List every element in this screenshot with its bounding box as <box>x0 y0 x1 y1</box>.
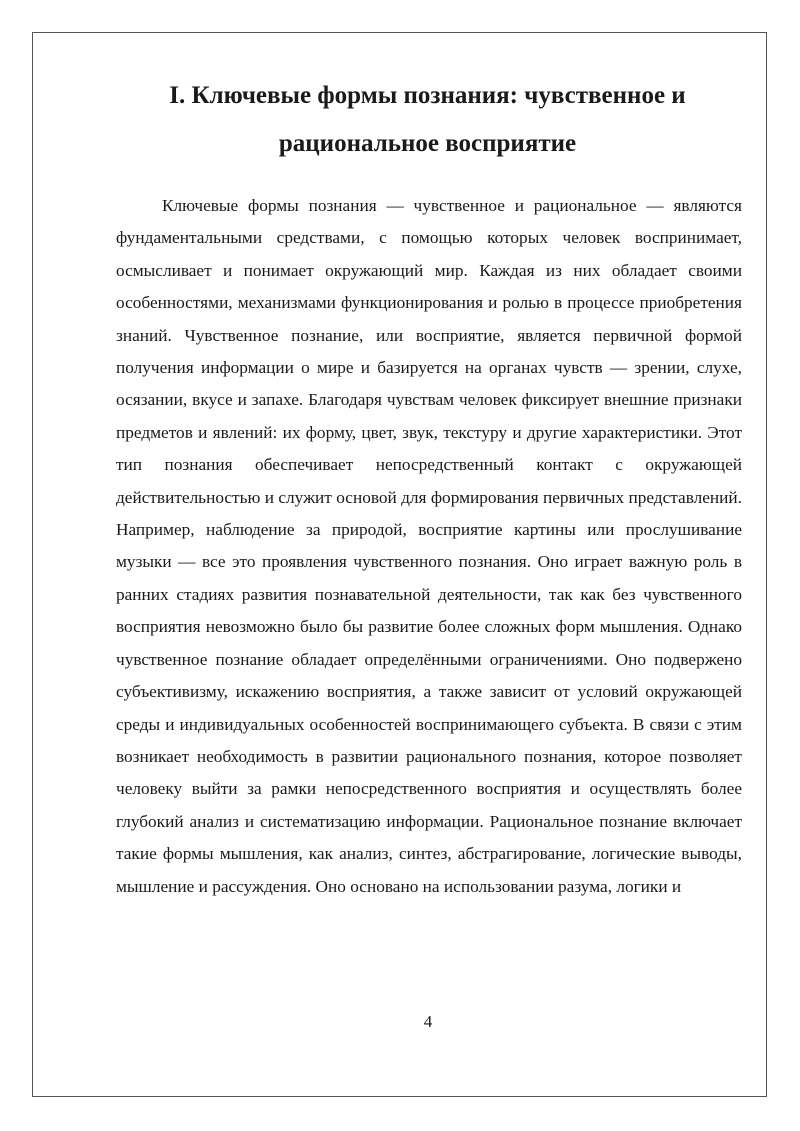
section-title-line-2: рациональное восприятие <box>278 130 577 157</box>
body-text <box>116 190 742 903</box>
body-paragraph: Ключевые формы познания — чувственное и рациональное — являются фундаментальными средствами, с помощью которых человек воспринимает, осмысливает и понимает окружающий мир. Каждая из них обладает своими особенностями, механизмами функционирования и ролью в процессе приобретения знаний. Чувственное познание, или восприятие, является первичной формой получения информации о мире и базируется на органах чувств — зрении, слухе, осязании, вкусе и запахе. Благодаря чувствам человек фиксирует внешние признаки предметов и явлений: их форму, цвет, звук, текстуру и другие характеристики. Этот тип познания обеспечивает непосредственный контакт с окружающей действительностью и служит основой для формирования первичных представлений. Например, наблюдение за природой, восприятие картины или прослушивание музыки — все это проявления чувственного познания. Оно играет важную роль в ранних стадиях развития познавательной деятельности, так как без чувственного восприятия невозможно было бы развитие более сложных форм мышления. Однако чувственное познание обладает определёнными ограничениями. Оно подвержено субъективизму, искажению восприятия, а также зависит от условий окружающей среды и индивидуальных особенностей воспринимающего субъекта. В связи с этим возникает необходимость в развитии рационального познания, которое позволяет человеку выйти за рамки непосредственного восприятия и осуществлять более глубокий анализ и систематизацию информации. Рациональное познание включает такие формы мышления, как анализ, синтез, абстрагирование, логические выводы, мышление и рассуждения. Оно основано на использовании разума, логики и <box>116 196 742 896</box>
section-title <box>100 72 755 168</box>
section-title-line-1: I. Ключевые формы познания: чувственное и <box>169 82 686 109</box>
page-number: 4 <box>423 1012 433 1031</box>
